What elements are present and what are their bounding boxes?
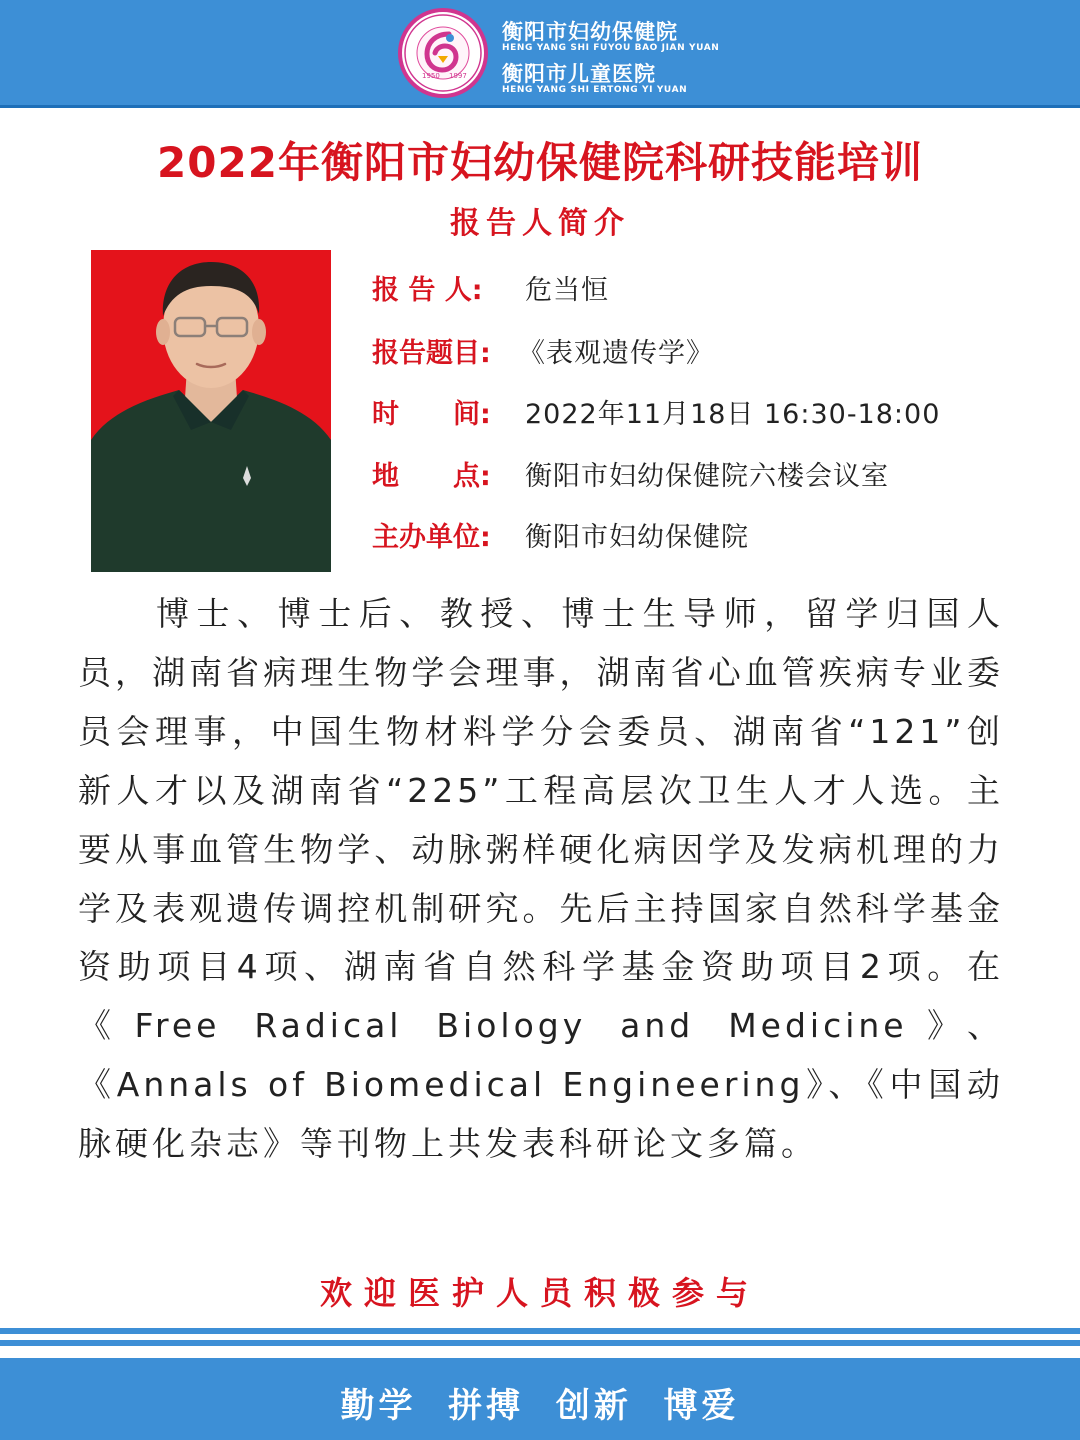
section-subtitle: 报告人简介: [450, 206, 630, 241]
welcome-message: 欢迎医护人员积极参与: [319, 1274, 760, 1312]
time-value: 2022年11月18日 16:30-18:00: [525, 399, 941, 430]
logo-year-right: 1997: [449, 72, 467, 80]
speaker-label: 报 告 人:: [372, 275, 483, 306]
hospital-logo: [398, 8, 488, 98]
hospital-pinyin-secondary: HENG YANG SHI ERTONG YI YUAN: [502, 85, 688, 95]
speaker-photo: [91, 250, 331, 572]
hospital-name-primary: 衡阳市妇幼保健院: [502, 20, 678, 44]
speaker-value: 危当恒: [525, 275, 609, 306]
footer-stripe-middle: [0, 1340, 1080, 1346]
time-label: 时 间:: [372, 399, 491, 430]
logo-emblem-icon: [402, 12, 484, 94]
motto: 勤学 拼搏 创新 博爱: [340, 1386, 740, 1426]
speaker-bio: 博士、博士后、教授、博士生导师，留学归国人员，湖南省病理生物学会理事，湖南省心血管疾病专业委员会理事，中国生物材料学分会委员、湖南省“121”创新人才以及湖南省“225”工程高层次卫生人才人选。主要从事血管生物学、动脉粥样硬化病因学及发病机理的力学及表观遗传调控机制研究。先后主持国家自然科学基金资助项目4项、湖南省自然科学基金资助项目2项。在《Free Radical Biology and Medicine》、《Annals of Biomedical Engineering》、《中国动脉硬化杂志》等刊物上共发表科研论文多篇。: [78, 594, 1004, 1164]
location-label: 地 点:: [372, 461, 491, 492]
speaker-portrait-icon: [91, 250, 331, 572]
organizer-label: 主办单位:: [372, 522, 491, 553]
location-value: 衡阳市妇幼保健院六楼会议室: [525, 461, 889, 492]
page-title: 2022年衡阳市妇幼保健院科研技能培训: [157, 138, 923, 187]
topic-value: 《表观遗传学》: [518, 338, 714, 369]
topic-label: 报告题目:: [372, 338, 491, 369]
hospital-pinyin-primary: HENG YANG SHI FUYOU BAO JIAN YUAN: [502, 43, 720, 53]
organizer-value: 衡阳市妇幼保健院: [525, 522, 749, 553]
logo-year-left: 1950: [422, 72, 440, 80]
hospital-name-secondary: 衡阳市儿童医院: [502, 62, 656, 86]
header-divider: [0, 105, 1080, 108]
footer-stripe-top: [0, 1328, 1080, 1334]
